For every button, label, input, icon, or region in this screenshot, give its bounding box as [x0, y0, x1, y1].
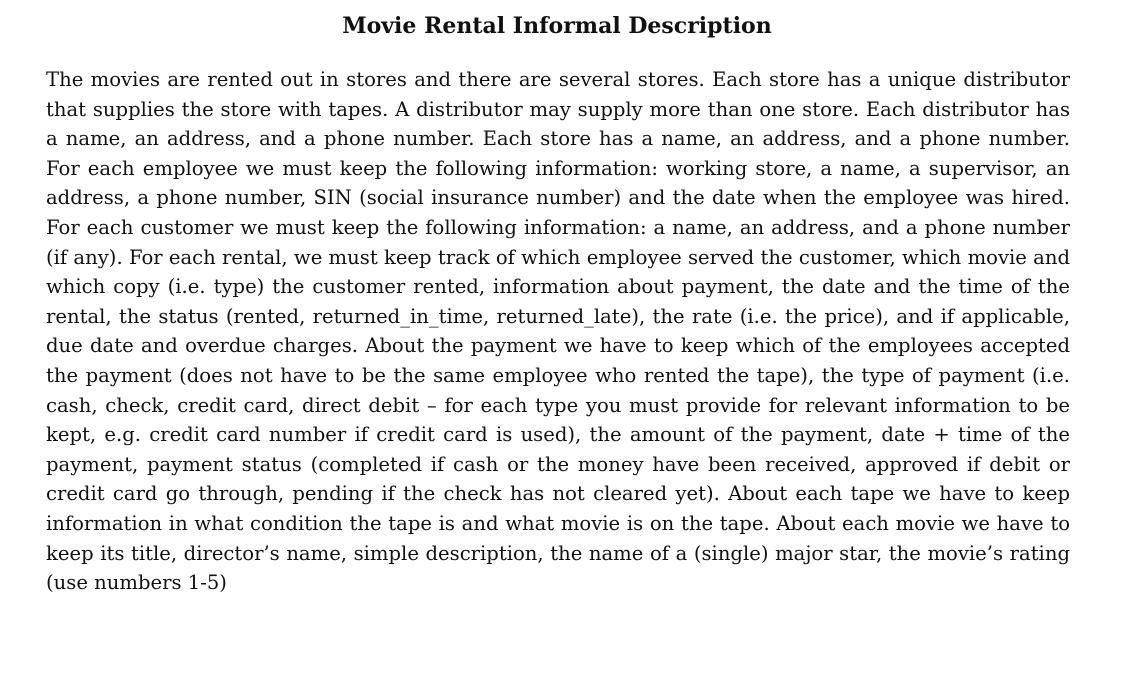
document-title: Movie Rental Informal Description [342, 13, 772, 39]
description-paragraph: The movies are rented out in stores and there are several stores. Each store has a unique distributor that supplies the store with tapes. A distributor may supply more than one store. Each distributor has a name, an address, and a phone number. Each store has a name, an address, and a phone number. For each employee we must keep the following information: working store, a name, a supervisor, an address, a phone number, SIN (social insurance number) and the date when the employee was hired. For each customer we must keep the following information: a name, an address, and a phone number (if any). For each rental, we must keep track of which employee served the customer, which movie and which copy (i.e. type) the customer rented, information about payment, the date and the time of the rental, the status (rented, returned_in_time, returned_late), the rate (i.e. the price), and if applicable, due date and overdue charges. About the payment we have to keep which of the employees accepted the payment (does not have to be the same employee who rented the tape), the type of payment (i.e. cash, check, credit card, direct debit – for each type you must provide for relevant information to be kept, e.g. credit card number if credit card is used), the amount of the payment, date + time of the payment, payment status (completed if cash or the money have been received, approved if debit or credit card go through, pending if the check has not cleared yet). About each tape we have to keep information in what condition the tape is and what movie is on the tape. About each movie we have to keep its title, director’s name, simple description, the name of a (single) major star, the movie’s rating (use numbers 1-5) [46, 68, 1070, 595]
